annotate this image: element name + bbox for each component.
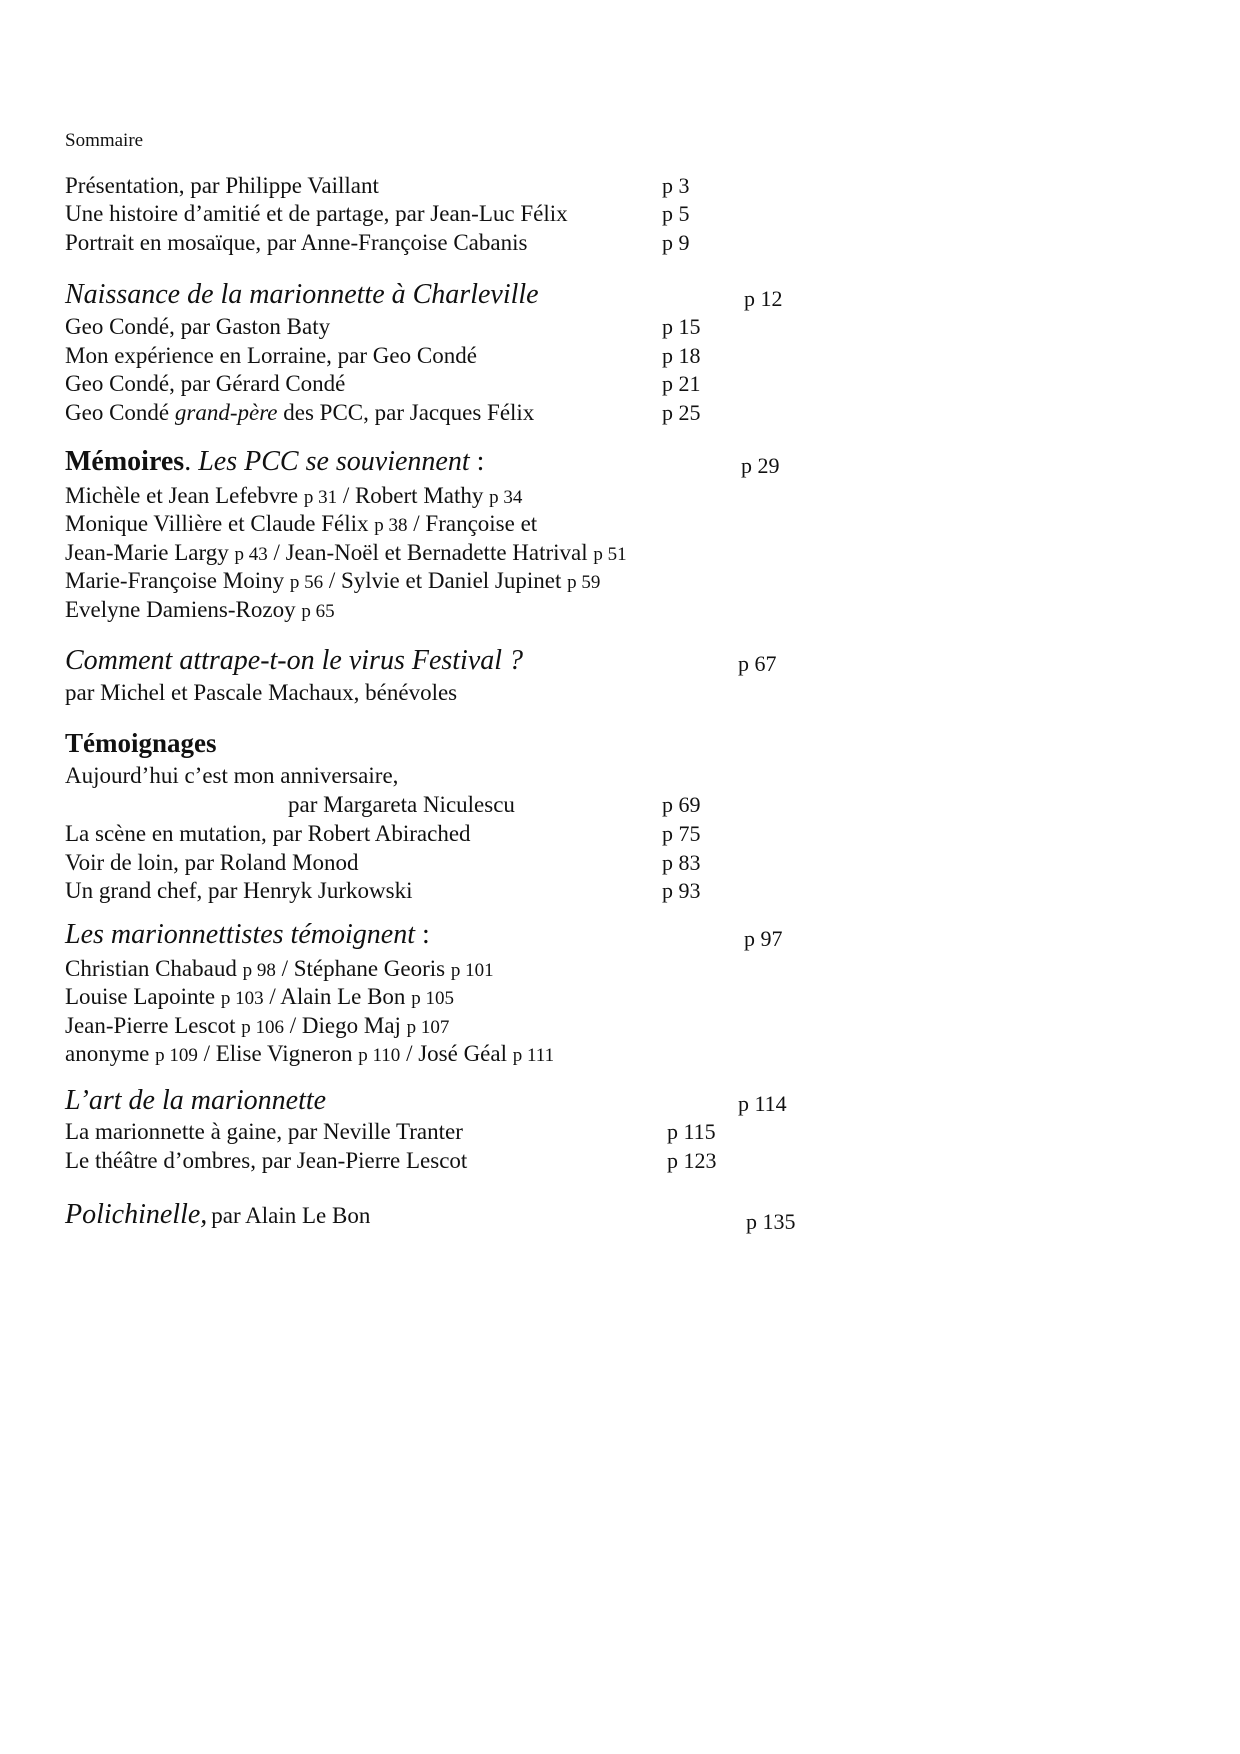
page-ref: p 31 bbox=[303, 487, 338, 508]
section-italic-text: Polichinelle, bbox=[65, 1199, 208, 1230]
page-ref: p 43 bbox=[234, 544, 268, 565]
person-name: Evelyne Damiens-Rozoy bbox=[65, 597, 296, 622]
toc-page-number: p 83 bbox=[662, 850, 701, 875]
person-name: Elise Vigneron bbox=[215, 1041, 353, 1066]
toc-entry: Mon expérience en Lorraine, par Geo Condé bbox=[65, 343, 477, 368]
separator: / bbox=[273, 540, 280, 565]
toc-entry-presentation: Présentation, par Philippe Vaillant bbox=[65, 173, 379, 198]
toc-entry: Le théâtre d’ombres, par Jean-Pierre Lescot bbox=[65, 1148, 468, 1173]
toc-page-number: p 69 bbox=[662, 792, 701, 817]
section-italic-text: Les marionnettistes témoignent bbox=[65, 919, 415, 950]
toc-entry bbox=[65, 399, 534, 427]
page-ref: p 59 bbox=[567, 572, 601, 593]
section-title-naissance: Naissance de la marionnette à Charleville bbox=[65, 279, 539, 310]
entry-text: des PCC, par Jacques Félix bbox=[277, 400, 535, 425]
list-item bbox=[65, 510, 537, 540]
toc-page-number: p 93 bbox=[662, 878, 701, 903]
toc-entry-portrait: Portrait en mosaïque, par Anne-Françoise Cabanis bbox=[65, 230, 528, 255]
section-title-polichinelle bbox=[65, 1199, 370, 1231]
person-name: Diego Maj bbox=[301, 1013, 401, 1038]
section-title-virus: Comment attrape-t-on le virus Festival ? bbox=[65, 645, 524, 676]
list-item bbox=[65, 1012, 449, 1042]
separator: / bbox=[413, 511, 420, 536]
list-item bbox=[65, 955, 494, 985]
page-ref: p 51 bbox=[593, 544, 627, 565]
section-title-temoignages: Témoignages bbox=[65, 728, 217, 758]
page-ref: p 109 bbox=[155, 1045, 198, 1066]
page-ref: p 110 bbox=[358, 1045, 401, 1066]
toc-page-number: p 25 bbox=[662, 400, 701, 425]
separator: / bbox=[342, 483, 350, 508]
toc-page-number: p 5 bbox=[662, 201, 690, 226]
page-ref: p 56 bbox=[289, 572, 324, 593]
separator: / bbox=[406, 1041, 413, 1066]
section-page-number: p 29 bbox=[741, 453, 780, 478]
page-ref: p 98 bbox=[242, 960, 276, 981]
person-name: anonyme bbox=[65, 1041, 150, 1066]
person-name: Jean-Noël et Bernadette Hatrival bbox=[285, 540, 588, 565]
toc-entry-author: par Margareta Niculescu bbox=[288, 792, 515, 817]
toc-page-number: p 3 bbox=[662, 173, 690, 198]
toc-entry: La scène en mutation, par Robert Abirached bbox=[65, 821, 471, 846]
list-item bbox=[65, 1040, 554, 1070]
section-page-number: p 67 bbox=[738, 651, 777, 676]
page-title: Sommaire bbox=[65, 130, 144, 151]
toc-page-number: p 123 bbox=[667, 1148, 717, 1173]
toc-page-number: p 115 bbox=[667, 1119, 716, 1144]
section-page-number: p 135 bbox=[746, 1209, 796, 1234]
person-name: Jean-Marie Largy bbox=[65, 540, 229, 565]
person-name: Robert Mathy bbox=[354, 483, 484, 508]
section-suffix: : bbox=[476, 446, 485, 477]
person-name: Louise Lapointe bbox=[65, 984, 216, 1009]
page-ref: p 34 bbox=[489, 487, 523, 508]
page-ref: p 101 bbox=[450, 960, 494, 981]
section-page-number: p 97 bbox=[744, 926, 783, 951]
section-page-number: p 12 bbox=[744, 286, 783, 311]
section-subtitle: par Michel et Pascale Machaux, bénévoles bbox=[65, 680, 458, 705]
page-ref: p 111 bbox=[512, 1045, 555, 1066]
page-ref: p 65 bbox=[301, 601, 335, 622]
toc-page-number: p 75 bbox=[662, 821, 701, 846]
person-name: Françoise et bbox=[425, 511, 538, 536]
toc-entry: Geo Condé, par Gaston Baty bbox=[65, 314, 331, 339]
separator: / bbox=[328, 568, 336, 593]
list-item bbox=[65, 596, 335, 626]
section-suffix: : bbox=[421, 919, 430, 950]
section-title-art: L’art de la marionnette bbox=[65, 1085, 327, 1116]
person-name: Sylvie et Daniel Jupinet bbox=[340, 568, 562, 593]
separator: / bbox=[269, 984, 276, 1009]
separator: / bbox=[289, 1013, 297, 1038]
list-item bbox=[65, 482, 522, 512]
toc-entry: Un grand chef, par Henryk Jurkowski bbox=[65, 878, 413, 903]
toc-page-number: p 18 bbox=[662, 343, 701, 368]
page-ref: p 107 bbox=[406, 1017, 450, 1038]
person-name: José Géal bbox=[418, 1041, 507, 1066]
toc-page-number: p 21 bbox=[662, 371, 701, 396]
toc-page-number: p 9 bbox=[662, 230, 690, 255]
list-item bbox=[65, 983, 454, 1013]
separator: / bbox=[281, 956, 288, 981]
section-title-marionnettistes bbox=[65, 919, 430, 951]
section-title-memoires: Mémoires. Les PCC se souviennent : bbox=[65, 446, 485, 477]
page-ref: p 103 bbox=[220, 988, 264, 1009]
person-name: Michèle et Jean Lefebvre bbox=[65, 483, 299, 508]
toc-entry: Geo Condé, par Gérard Condé bbox=[65, 371, 346, 396]
section-page-number: p 114 bbox=[738, 1091, 787, 1116]
toc-entry: Voir de loin, par Roland Monod bbox=[65, 850, 359, 875]
person-name: Marie-Françoise Moiny bbox=[65, 568, 285, 593]
entry-text: Geo Condé bbox=[65, 400, 175, 425]
section-italic-text: Les PCC se souviennent bbox=[198, 446, 470, 477]
toc-entry-histoire: Une histoire d’amitié et de partage, par Jean-Luc Félix bbox=[65, 201, 568, 226]
person-name: Monique Villière et Claude Félix bbox=[65, 511, 369, 536]
section-author: par Alain Le Bon bbox=[211, 1203, 371, 1228]
person-name: Alain Le Bon bbox=[280, 984, 406, 1009]
person-name: Stéphane Georis bbox=[293, 956, 446, 981]
entry-italic-text: grand-père bbox=[174, 400, 278, 425]
toc-entry: Aujourd’hui c’est mon anniversaire, bbox=[65, 763, 399, 788]
toc-entry: La marionnette à gaine, par Neville Tranter bbox=[65, 1119, 463, 1144]
page-ref: p 106 bbox=[241, 1017, 285, 1038]
person-name: Christian Chabaud bbox=[65, 956, 237, 981]
page-ref: p 38 bbox=[374, 515, 408, 536]
section-bold-text: Mémoires bbox=[65, 446, 185, 477]
separator: / bbox=[203, 1041, 210, 1066]
list-item bbox=[65, 539, 627, 569]
page-ref: p 105 bbox=[411, 988, 454, 1009]
person-name: Jean-Pierre Lescot bbox=[65, 1013, 236, 1038]
list-item bbox=[65, 567, 600, 597]
toc-page-number: p 15 bbox=[662, 314, 701, 339]
